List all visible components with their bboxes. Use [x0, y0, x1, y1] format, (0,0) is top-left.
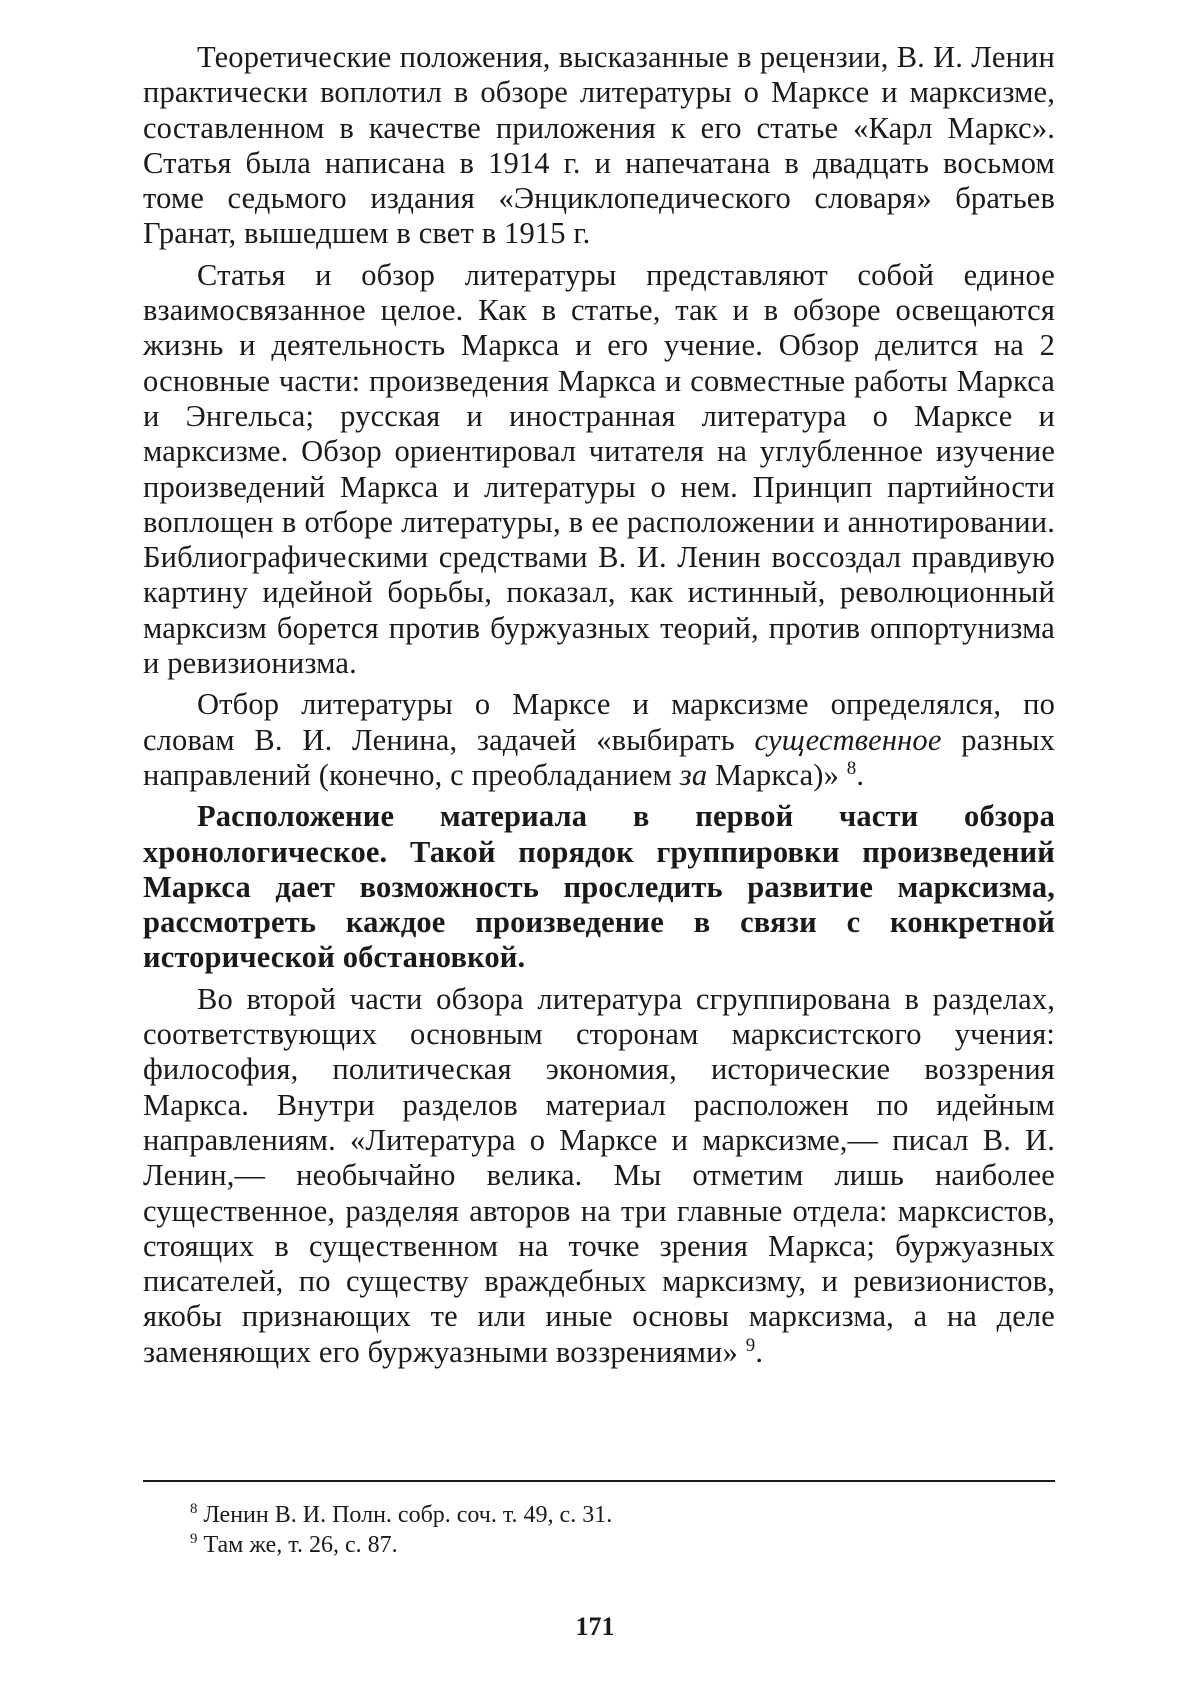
- paragraph-3: [143, 687, 1055, 793]
- paragraph-5-text-end: .: [755, 1334, 764, 1369]
- paragraph-5: [143, 982, 1055, 1370]
- footnotes: [190, 1500, 1050, 1560]
- footnote-ref-8[interactable]: 8: [846, 757, 857, 779]
- footnote-9-mark: 9: [190, 1531, 198, 1547]
- paragraph-1-text: Теоретические положения, высказанные в рецензии, В. И. Ленин практически воплотил в обзоре литературы о Марксе и марксизме, составленном в качестве приложения к его статье «Карл Маркс». Статья была написана в 1914 г. и напечатана в двадцать восьмом томе седьмого издания «Энциклопедического словаря» братьев Гранат, вышедшем в свет в 1915 г.: [143, 40, 1055, 251]
- paragraph-3-emphasis-1: существенное: [754, 722, 942, 757]
- paragraph-3-text-after: Маркса)»: [707, 757, 847, 792]
- paragraph-2-text: Статья и обзор литературы представляют собой единое взаимосвязанное целое. Как в статье, так и в обзоре освещаются жизнь и деятельность Маркса и его учение. Обзор делится на 2 основные части: произведения Маркса и совместные работы Маркса и Энгельса; русская и иностранная литература о Марксе и марксизме. Обзор ориентировал читателя на углубленное изучение произведений Маркса и литературы о нем. Принцип партийности воплощен в отборе литературы, в ее расположении и аннотировании. Библиографическими средствами В. И. Ленин воссоздал правдивую картину идейной борьбы, показал, как истинный, революционный марксизм борется против буржуазных теорий, против оппортунизма и ревизионизма.: [143, 257, 1055, 681]
- paragraph-5-text: Во второй части обзора литература сгруппирована в разделах, соответствующих основным сторонам марксистского учения: философия, политическая экономия, исторические воззрения Маркса. Внутри разделов материал расположен по идейным направлениям. «Литература о Марксе и марксизме,— писал В. И. Ленин,— необычайно велика. Мы отметим лишь наиболее существенное, разделяя авторов на три главные отдела: марксистов, стоящих в существенном на точке зрения Маркса; буржуазных писателей, по существу враждебных марксизму, и ревизионистов, якобы признающих те или иные основы марксизма, а на деле заменяющих его буржуазными воззрениями»: [143, 981, 1055, 1369]
- paragraph-4-text: Расположение материала в первой части обзора хронологическое. Такой порядок группировки произведений Маркса дает возможность проследить развитие марксизма, рассмотреть каждое произведение в связи с конкретной исторической обстановкой.: [143, 799, 1055, 975]
- paragraph-3-emphasis-2: за: [679, 757, 708, 792]
- footnote-8-mark: 8: [190, 1501, 198, 1517]
- page-number: 171: [575, 1612, 615, 1641]
- paragraph-1: [143, 40, 1055, 252]
- footnote-9: [190, 1530, 1050, 1560]
- paragraph-3-text-end: .: [856, 757, 865, 792]
- main-text: [143, 40, 1055, 1376]
- footnote-ref-9[interactable]: 9: [745, 1334, 756, 1356]
- paragraph-2: [143, 258, 1055, 682]
- paragraph-4: [143, 799, 1055, 975]
- footnote-divider: [143, 1480, 1055, 1482]
- footnote-8: [190, 1500, 1050, 1530]
- paragraph-3-text-middle: разных направлений (конечно, с преобладанием: [143, 722, 1056, 792]
- paragraph-3-text-before: Отбор литературы о Марксе и марксизме определялся, по словам В. И. Ленина, задачей «выбирать: [143, 687, 1055, 757]
- footnote-8-text: Ленин В. И. Полн. собр. соч. т. 49, с. 31.: [203, 1502, 613, 1528]
- footnote-9-text: Там же, т. 26, с. 87.: [203, 1532, 398, 1558]
